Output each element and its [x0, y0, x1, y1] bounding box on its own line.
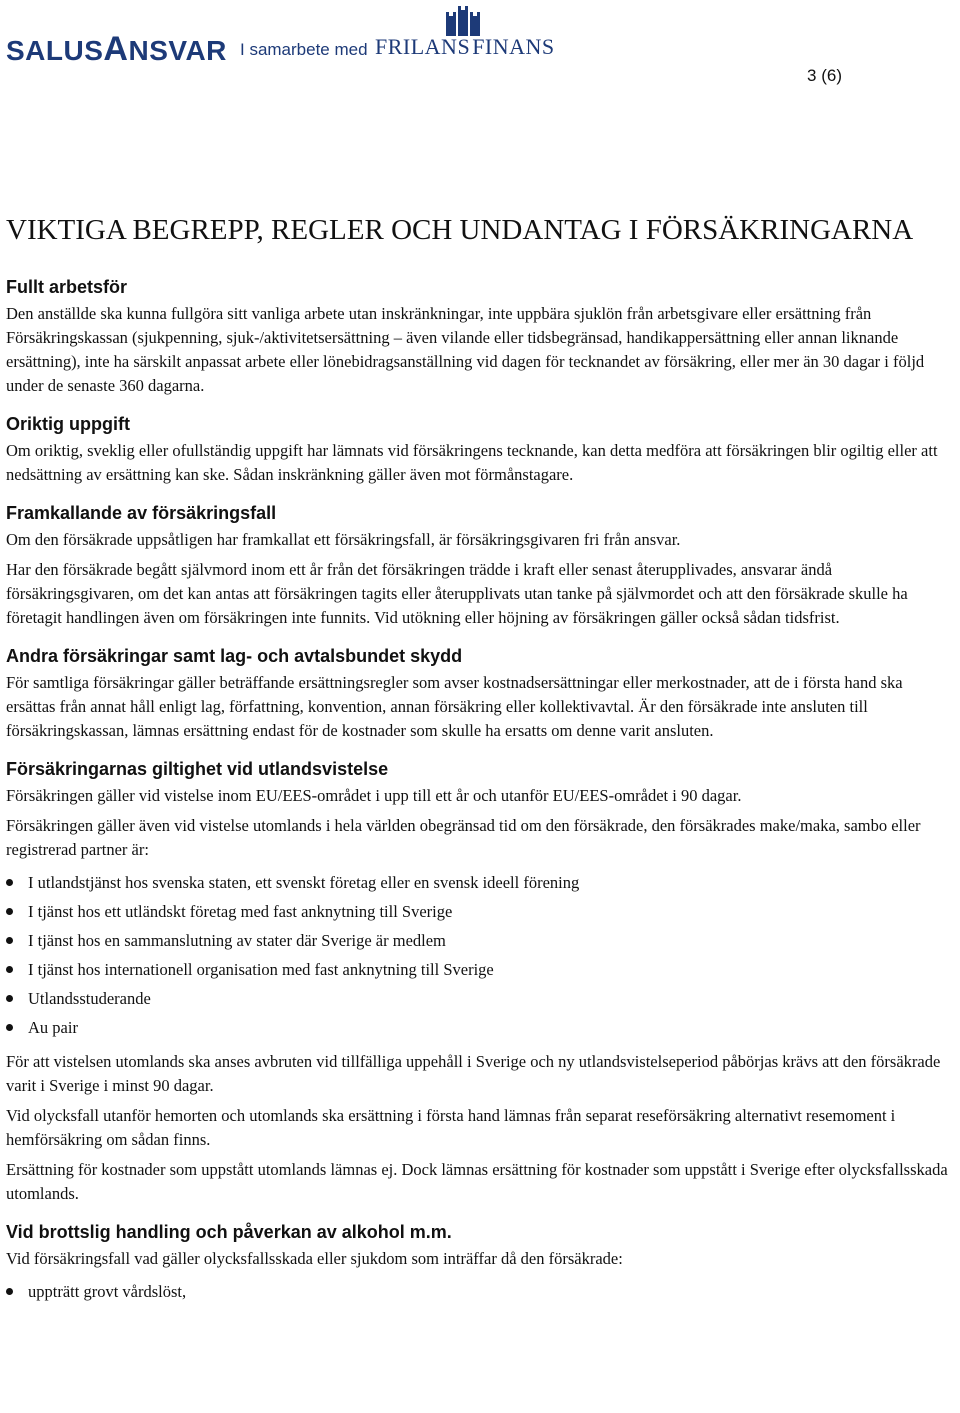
- section: [6, 503, 956, 630]
- castle-logo-icon: [438, 6, 488, 36]
- list-item: [28, 1277, 956, 1306]
- section-heading: Andra försäkringar samt lag- och avtalsbundet skydd: [6, 646, 463, 666]
- bullet-icon: [6, 995, 13, 1002]
- document-body: [6, 277, 956, 1322]
- paragraph: Den anställde ska kunna fullgöra sitt vanliga arbete utan inskränkningar, inte uppbära sjuklön från arbetsgivare eller ersättning från Försäkringskassan (sjukpenning, sjuk-/aktivitetsersättning – även vilande eller tidsbegränsad, handikappersättning eller annan liknande ersättning), inte ha särskilt anpassat arbete eller lönebidragsanställning vid dagen för tecknandet av försäkring, eller mer än 30 dagar i följd under de senaste 360 dagarna.: [6, 304, 925, 395]
- list-item: [28, 955, 956, 984]
- salusansvar-logo: SALUSANSVAR: [6, 30, 227, 68]
- list-item: [28, 984, 956, 1013]
- paragraph: Om oriktig, sveklig eller ofullständig uppgift har lämnats vid försäkringens tecknande, kan detta medföra att försäkringen blir ogiltig eller att nedsättning av ersättning kan ske. Sådan inskränkning gäller även mot förmånstagare.: [6, 441, 938, 484]
- section-heading: Vid brottslig handling och påverkan av alkohol m.m.: [6, 1222, 452, 1242]
- bullet-icon: [6, 937, 13, 944]
- bullet-list: [6, 1277, 956, 1306]
- section: [6, 646, 956, 743]
- list-item: [28, 897, 956, 926]
- list-item: [28, 868, 956, 897]
- document-title: VIKTIGA BEGREPP, REGLER OCH UNDANTAG I FÖRSÄKRINGARNA: [6, 214, 914, 246]
- page-number: 3 (6): [807, 66, 842, 85]
- bullet-icon: [6, 966, 13, 973]
- bullet-list: [6, 868, 956, 1042]
- list-item-text: Utlandsstuderande: [28, 989, 151, 1008]
- list-item-text: Au pair: [28, 1018, 78, 1037]
- paragraph: Försäkringen gäller även vid vistelse utomlands i hela världen obegränsad tid om den försäkrade, den försäkrades make/maka, sambo eller registrerad partner är:: [6, 816, 921, 859]
- section-heading: Försäkringarnas giltighet vid utlandsvistelse: [6, 759, 389, 779]
- section-heading: Framkallande av försäkringsfall: [6, 503, 277, 523]
- list-item: [28, 926, 956, 955]
- paragraph: Vid försäkringsfall vad gäller olycksfallsskada eller sjukdom som inträffar då den försäkrade:: [6, 1249, 623, 1268]
- list-item-text: I tjänst hos internationell organisation med fast anknytning till Sverige: [28, 960, 494, 979]
- paragraph: För samtliga försäkringar gäller beträffande ersättningsregler som avser kostnadsersättningar eller merkostnader, att de i första hand ska ersättas från annat håll enligt lag, författning, konvention, annan försäkring eller kollektivavtal. Är den försäkrade inte ansluten till försäkringskassan, lämnas ersättning endast för de kostnader som skulle ha ersatts om denne varit ansluten.: [6, 673, 903, 740]
- paragraph: Om den försäkrade uppsåtligen har framkallat ett försäkringsfall, är försäkringsgivaren fri från ansvar.: [6, 530, 681, 549]
- list-item-text: uppträtt grovt vårdslöst,: [28, 1282, 187, 1301]
- section-heading: Oriktig uppgift: [6, 414, 130, 434]
- list-item-text: I tjänst hos en sammanslutning av stater där Sverige är medlem: [28, 931, 446, 950]
- paragraph: Vid olycksfall utanför hemorten och utomlands ska ersättning i första hand lämnas från separat reseförsäkring alternativt resemoment i hemförsäkring om sådan finns.: [6, 1106, 896, 1149]
- frilans-finans-logo: FRILANSFINANS: [375, 34, 555, 59]
- list-item-text: I utlandstjänst hos svenska staten, ett svenskt företag eller en svensk ideell förening: [28, 873, 580, 892]
- paragraph: Ersättning för kostnader som uppstått utomlands lämnas ej. Dock lämnas ersättning för kostnader som uppstått i Sverige efter olycksfallsskada utomlands.: [6, 1160, 948, 1203]
- bullet-icon: [6, 1024, 13, 1031]
- paragraph: Har den försäkrade begått självmord inom ett år från det försäkringen trädde i kraft eller senast återupplivades, ansvarar ändå försäkringsgivaren, om det kan antas att försäkringen tagits eller återupplivats utan tanke på självmordet och att den försäkrade skulle ha företagit handlingen även om försäkringen inte funnits. Vid utökning eller höjning av försäkringen gäller också sådan tidsfrist.: [6, 560, 908, 627]
- section: [6, 414, 956, 487]
- collab-text: I samarbete med: [240, 40, 368, 59]
- section: [6, 277, 956, 398]
- section-heading: Fullt arbetsför: [6, 277, 128, 297]
- paragraph: Försäkringen gäller vid vistelse inom EU/EES-området i upp till ett år och utanför EU/EES-området i 90 dagar.: [6, 786, 742, 805]
- page-header: [0, 0, 960, 85]
- list-item: [28, 1013, 956, 1042]
- paragraph: För att vistelsen utomlands ska anses avbruten vid tillfälliga uppehåll i Sverige och ny utlandsvistelseperiod påbörjas krävs att den försäkrade varit i Sverige i minst 90 dagar.: [6, 1052, 941, 1095]
- section: [6, 759, 956, 1206]
- bullet-icon: [6, 879, 13, 886]
- bullet-icon: [6, 1288, 13, 1295]
- bullet-icon: [6, 908, 13, 915]
- section: [6, 1222, 956, 1306]
- list-item-text: I tjänst hos ett utländskt företag med fast anknytning till Sverige: [28, 902, 453, 921]
